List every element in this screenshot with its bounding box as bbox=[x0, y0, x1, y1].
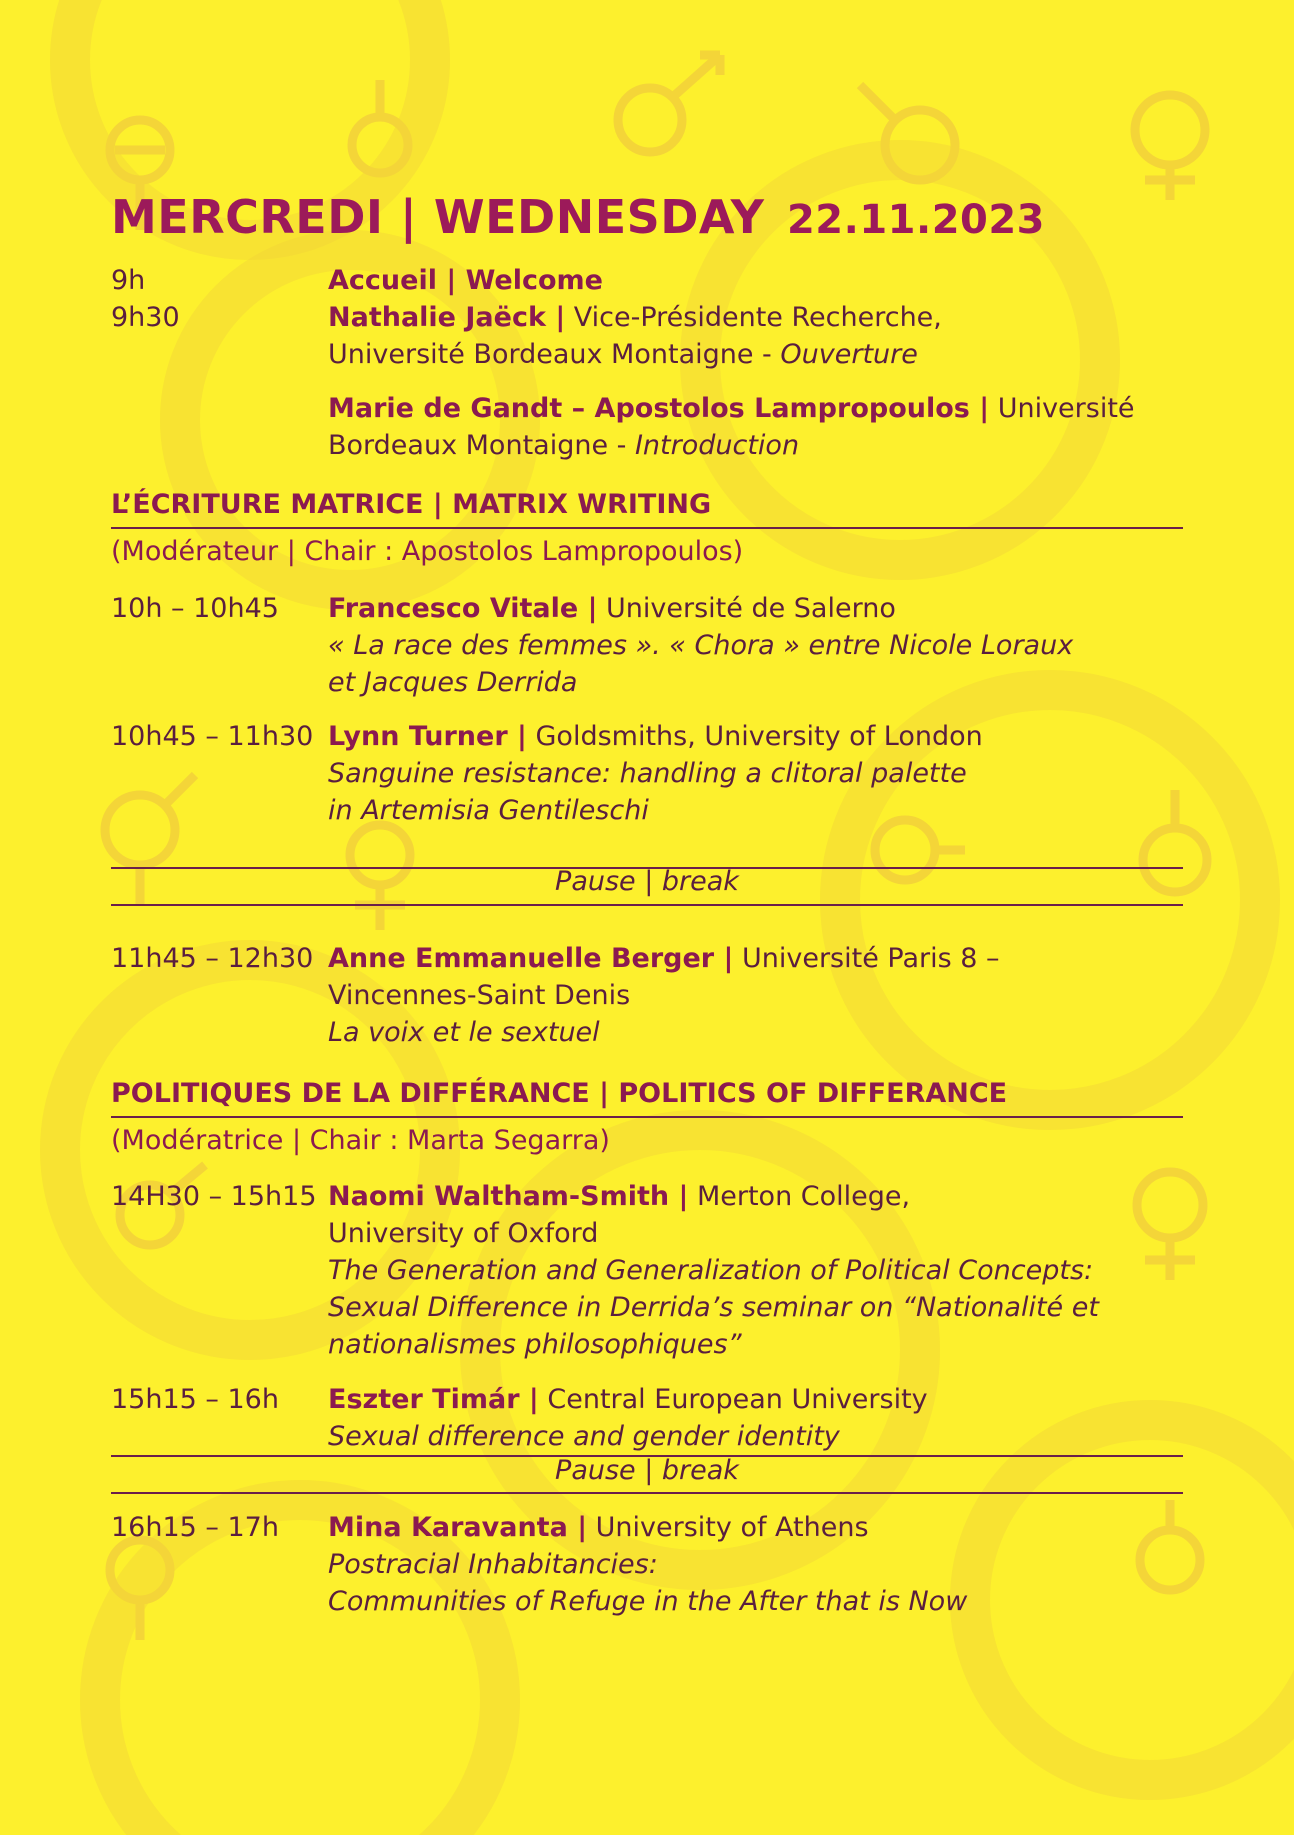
time-slot: 11h45 – 12h30 bbox=[111, 943, 314, 974]
section-heading: L’ÉCRITURE MATRICE | MATRIX WRITING bbox=[111, 489, 712, 520]
speaker-affiliation: Université de Salerno bbox=[597, 593, 896, 624]
talk-title: Sexual difference and gender identity bbox=[328, 1421, 840, 1452]
divider bbox=[111, 1116, 1183, 1118]
speaker-affiliation: University of Oxford bbox=[328, 1218, 599, 1249]
divider bbox=[111, 904, 1183, 906]
talk-title: La voix et le sextuel bbox=[328, 1017, 600, 1048]
speaker-name: Francesco Vitale | bbox=[328, 593, 598, 624]
talk-title: nationalismes philosophiques” bbox=[328, 1329, 742, 1360]
time-slot: 9h30 bbox=[111, 302, 180, 333]
time-slot: 10h – 10h45 bbox=[111, 593, 279, 624]
pause-label: Pause | break bbox=[555, 866, 739, 897]
talk-title: « La race des femmes ». « Chora » entre Nicole Loraux bbox=[328, 630, 1074, 661]
page-title bbox=[111, 190, 1045, 244]
speaker-affiliation: Central European University bbox=[538, 1384, 928, 1415]
speaker-affiliation: Merton College, bbox=[688, 1181, 911, 1212]
talk-title: Sexual Difference in Derrida’s seminar on “Nationalité et bbox=[328, 1292, 1099, 1323]
divider bbox=[111, 527, 1183, 529]
talk-title: Communities of Refuge in the After that is Now bbox=[328, 1586, 968, 1617]
speaker-affiliation: Goldsmiths, University of London bbox=[526, 721, 983, 752]
talk-title: Introduction bbox=[634, 430, 800, 461]
speaker-affiliation: Bordeaux Montaigne - bbox=[328, 430, 635, 461]
divider bbox=[111, 1492, 1183, 1494]
time-slot: 14H30 – 15h15 bbox=[111, 1181, 317, 1212]
speaker-name: Naomi Waltham-Smith | bbox=[328, 1181, 689, 1212]
time-slot: 15h15 – 16h bbox=[111, 1384, 279, 1415]
talk-title: Sanguine resistance: handling a clitoral palette bbox=[328, 758, 967, 789]
chair-line: (Modératrice | Chair : Marta Segarra) bbox=[111, 1125, 610, 1156]
talk-title: Postracial Inhabitancies: bbox=[328, 1549, 658, 1580]
speaker-affiliation: University of Athens bbox=[587, 1512, 869, 1543]
speaker-name: Lynn Turner | bbox=[328, 721, 527, 752]
speaker-affiliation: Université bbox=[989, 393, 1135, 424]
speaker-name: Nathalie Jaëck | bbox=[328, 302, 566, 333]
section-heading: POLITIQUES DE LA DIFFÉRANCE | POLITICS OF DIFFERANCE bbox=[111, 1078, 1008, 1109]
speaker-affiliation: Vice-Présidente Recherche, bbox=[565, 302, 942, 333]
speaker-name: Anne Emmanuelle Berger | bbox=[328, 943, 734, 974]
date-label: 22.11.2023 bbox=[786, 197, 1046, 243]
talk-title: The Generation and Generalization of Political Concepts: bbox=[328, 1255, 1094, 1286]
day-label: MERCREDI | WEDNESDAY bbox=[111, 190, 765, 244]
talk-title: Ouverture bbox=[780, 339, 918, 370]
talk-title: in Artemisia Gentileschi bbox=[328, 795, 649, 826]
speaker-name: Marie de Gandt – Apostolos Lampropoulos | bbox=[328, 393, 990, 424]
session-name: Accueil | Welcome bbox=[328, 265, 603, 296]
speaker-affiliation: Vincennes-Saint Denis bbox=[328, 980, 631, 1011]
time-slot: 16h15 – 17h bbox=[111, 1512, 279, 1543]
speaker-name: Mina Karavanta | bbox=[328, 1512, 588, 1543]
time-slot: 10h45 – 11h30 bbox=[111, 721, 314, 752]
time-slot: 9h bbox=[111, 265, 146, 296]
talk-title: et Jacques Derrida bbox=[328, 667, 578, 698]
speaker-affiliation: Université Paris 8 – bbox=[733, 943, 1000, 974]
speaker-affiliation: Université Bordeaux Montaigne - bbox=[328, 339, 781, 370]
speaker-name: Eszter Timár | bbox=[328, 1384, 539, 1415]
pause-label: Pause | break bbox=[555, 1455, 739, 1486]
chair-line: (Modérateur | Chair : Apostolos Lampropoulos) bbox=[111, 536, 744, 567]
